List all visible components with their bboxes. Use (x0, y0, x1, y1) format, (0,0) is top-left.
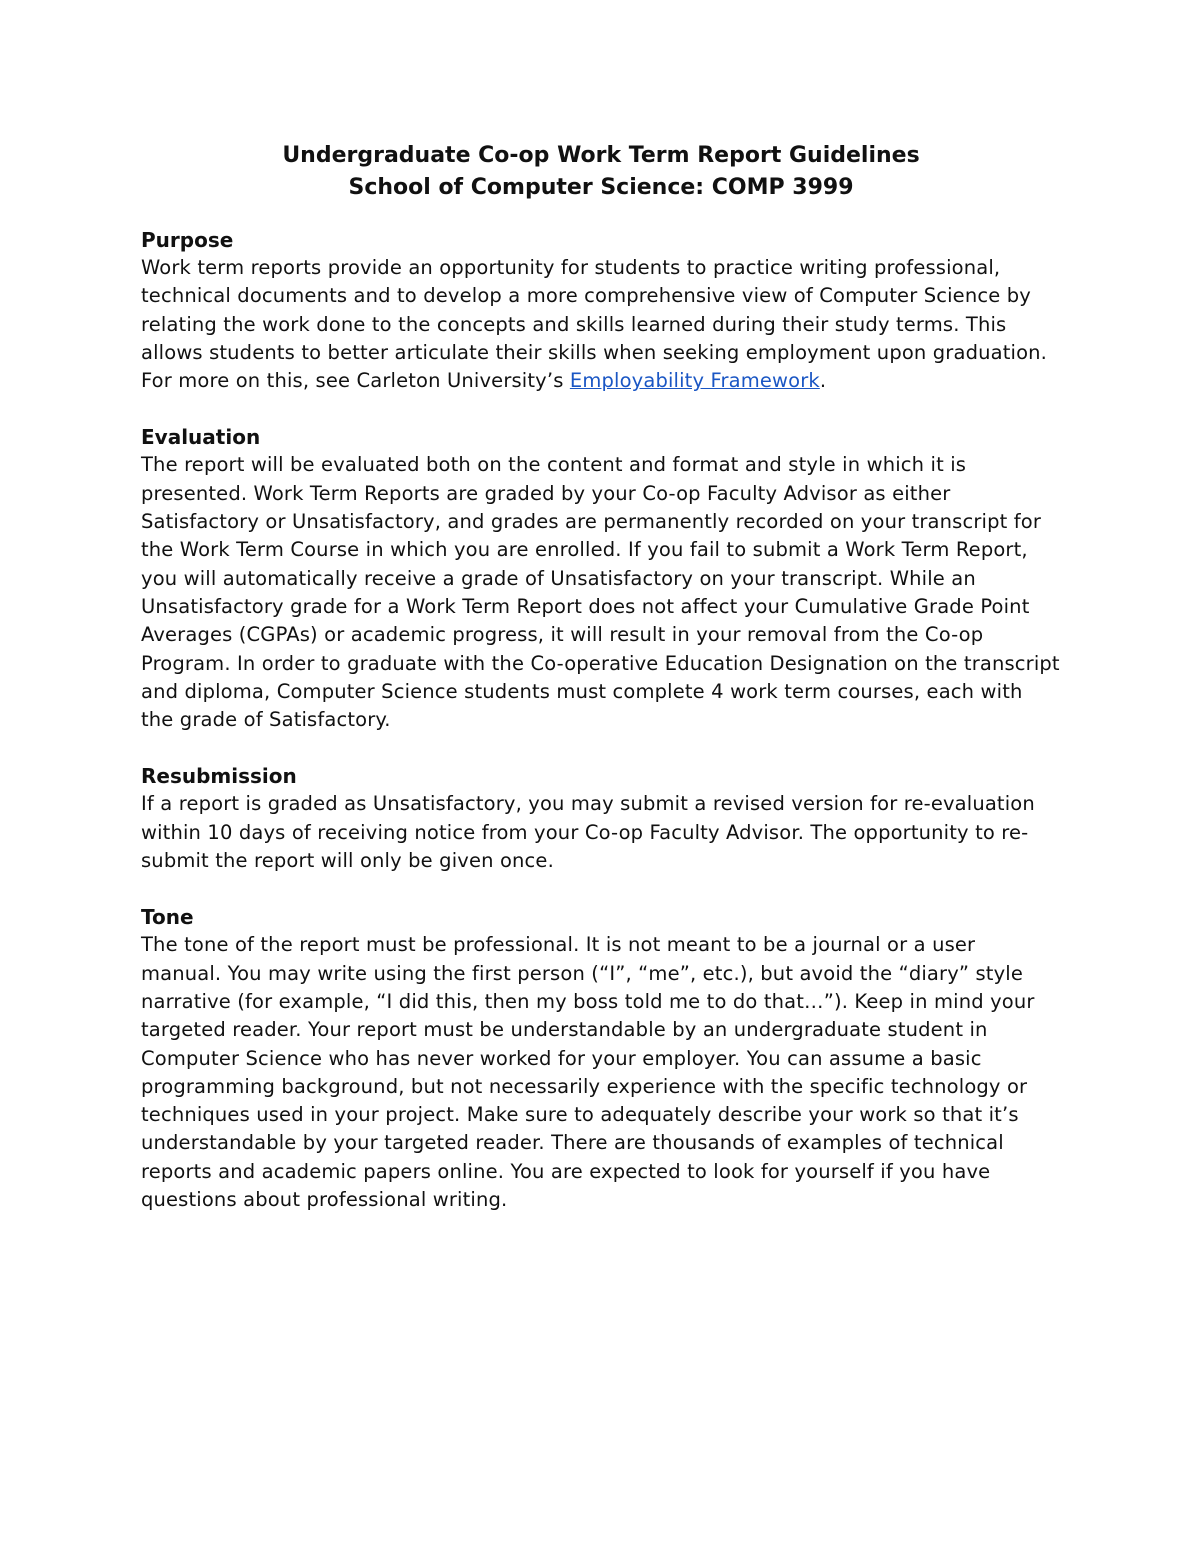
evaluation-heading: Evaluation (141, 425, 261, 450)
section-tone (141, 903, 1061, 1214)
section-resubmission (141, 762, 1061, 875)
employability-framework-link[interactable]: Employability Framework (569, 369, 820, 393)
title-line-1: Undergraduate Co-op Work Term Report Guidelines (282, 143, 920, 168)
purpose-text: Work term reports provide an opportunity for students to practice writing professional, technical documents and to develop a more comprehensive view of Computer Science by relating the work done to the concepts and skills learned during their study terms. This allows students to better articulate their skills when seeking employment upon graduation. For more on this, see Carleton University’s (141, 256, 1048, 393)
purpose-paragraph (141, 254, 1061, 395)
document-content (141, 140, 1061, 1242)
document-title (141, 140, 1061, 204)
title-line-2: School of Computer Science: COMP 3999 (348, 175, 854, 200)
tone-paragraph: The tone of the report must be professional. It is not meant to be a journal or a user manual. You may write using the first person (“I”, “me”, etc.), but avoid the “diary” style narrative (for example, “I did this, then my boss told me to do that…”). Keep in mind your targeted reader. Your report must be understandable by an undergraduate student in Computer Science who has never worked for your employer. You can assume a basic programming background, but not necessarily experience with the specific technology or techniques used in your project. Make sure to adequately describe your work so that it’s understandable by your targeted reader. There are thousands of examples of technical reports and academic papers online. You are expected to look for yourself if you have questions about professional writing. (141, 933, 1035, 1212)
evaluation-paragraph: The report will be evaluated both on the content and format and style in which it is presented. Work Term Reports are graded by your Co-op Faculty Advisor as either Satisfactory or Unsatisfactory, and grades are permanently recorded on your transcript for the Work Term Course in which you are enrolled. If you fail to submit a Work Term Report, you will automatically receive a grade of Unsatisfactory on your transcript. While an Unsatisfactory grade for a Work Term Report does not affect your Cumulative Grade Point Averages (CGPAs) or academic progress, it will result in your removal from the Co-op Program. In order to graduate with the Co-operative Education Designation on the transcript and diploma, Computer Science students must complete 4 work term courses, each with the grade of Satisfactory. (141, 453, 1060, 732)
resubmission-paragraph: If a report is graded as Unsatisfactory, you may submit a revised version for re-evaluation within 10 days of receiving notice from your Co-op Faculty Advisor. The opportunity to re-submit the report will only be given once. (141, 792, 1035, 873)
section-evaluation (141, 423, 1061, 734)
section-purpose (141, 226, 1061, 395)
tone-heading: Tone (141, 905, 194, 930)
purpose-text-end: . (819, 369, 827, 393)
purpose-heading: Purpose (141, 228, 234, 252)
resubmission-heading: Resubmission (141, 764, 297, 789)
